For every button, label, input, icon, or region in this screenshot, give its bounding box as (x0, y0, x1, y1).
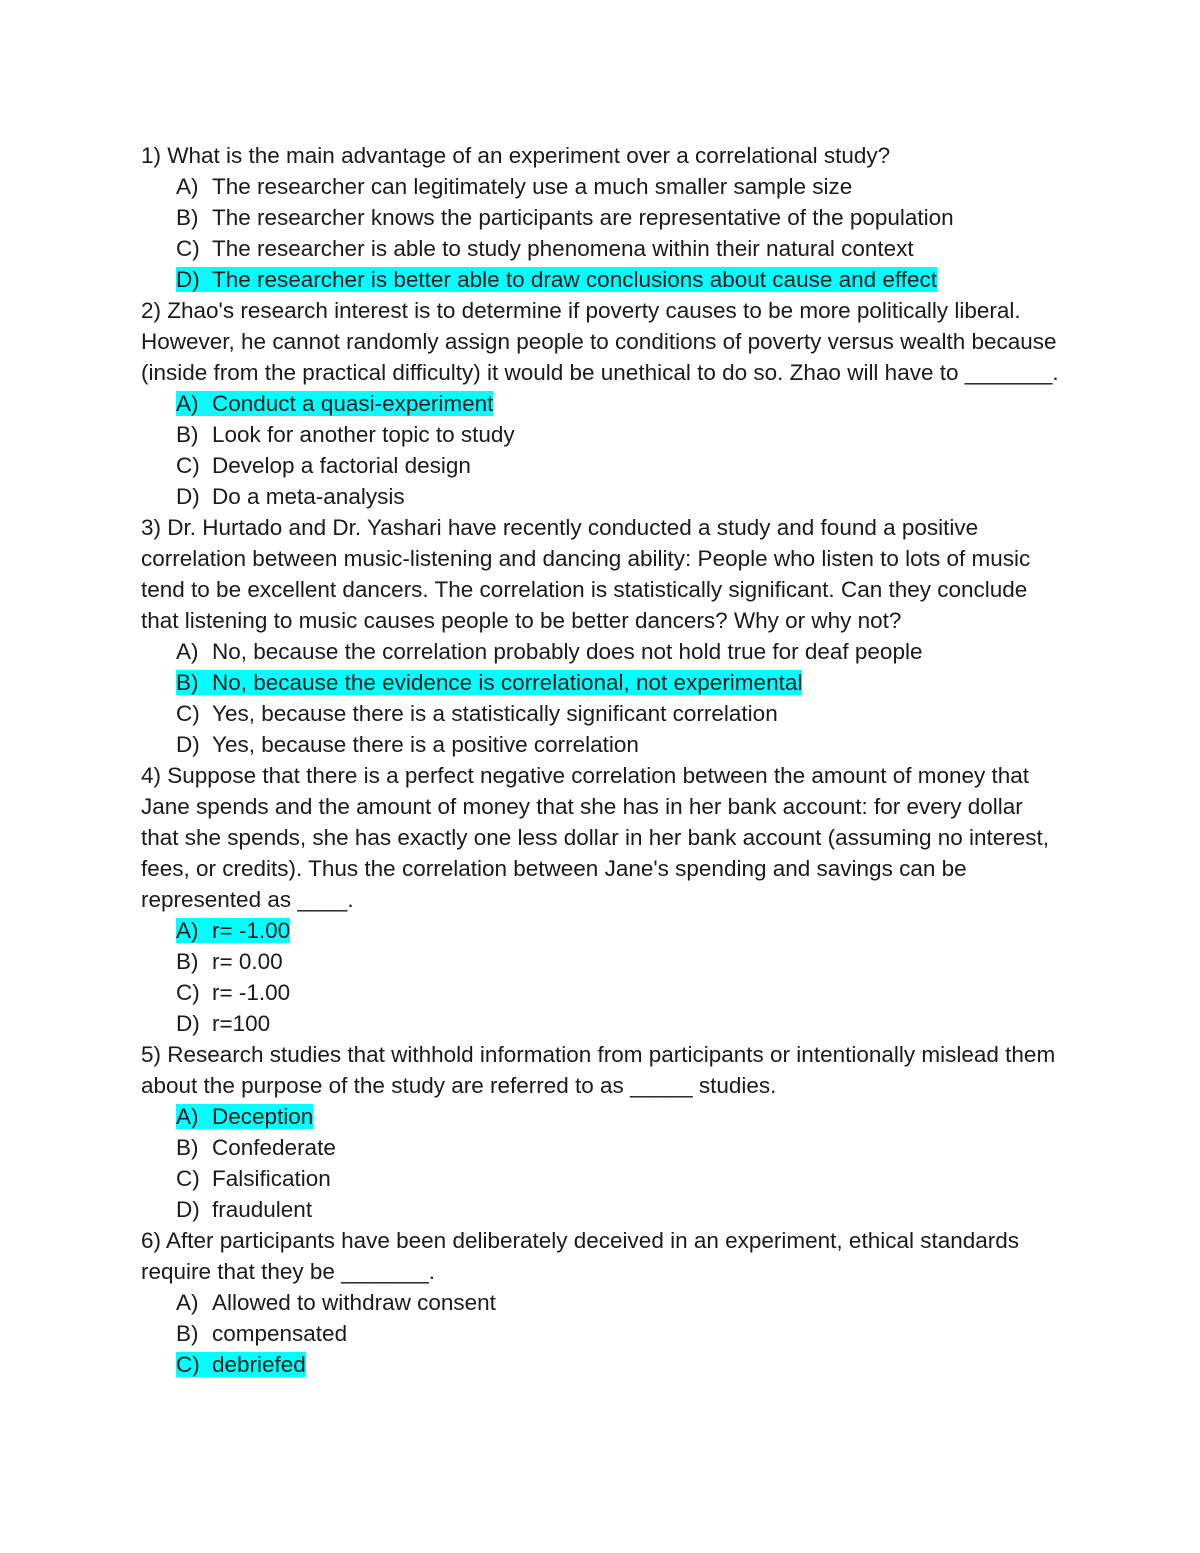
option-letter: A) (176, 639, 199, 664)
answer-option (141, 977, 1061, 1008)
option-text: Develop a factorial design (212, 453, 471, 478)
option-letter: D) (176, 1011, 200, 1036)
answer-option (141, 1132, 1061, 1163)
option-letter: A) (176, 391, 199, 416)
option-text: Yes, because there is a positive correlation (212, 732, 639, 757)
answer-option (141, 1287, 1061, 1318)
option-letter: B) (176, 670, 199, 695)
question-1 (141, 140, 1061, 295)
option-letter: C) (176, 236, 200, 261)
option-text: r= 0.00 (212, 949, 283, 974)
question-4 (141, 760, 1061, 1039)
question-5 (141, 1039, 1061, 1225)
answer-highlight (176, 670, 802, 695)
option-text: The researcher knows the participants are representative of the population (212, 205, 954, 230)
option-text: Falsification (212, 1166, 331, 1191)
option-letter: A) (176, 1290, 199, 1315)
answer-option (141, 419, 1061, 450)
option-letter: B) (176, 205, 199, 230)
option-text: compensated (212, 1321, 348, 1346)
option-text: The researcher is better able to draw conclusions about cause and effect (212, 267, 938, 292)
option-text: Do a meta-analysis (212, 484, 405, 509)
option-text: The researcher is able to study phenomena within their natural context (212, 236, 914, 261)
option-text: r= -1.00 (212, 918, 291, 943)
question-text: 3) Dr. Hurtado and Dr. Yashari have recently conducted a study and found a positive correlation between music-listening and dancing ability: People who listen to lots of music tend to be excellent dancers. The correlation is statistically significant. Can they conclude that listening to music causes people to be better dancers? Why or why not? (141, 515, 1031, 633)
option-letter: D) (176, 484, 200, 509)
answer-highlight (176, 391, 493, 416)
answer-option (141, 1163, 1061, 1194)
option-text: Yes, because there is a statistically significant correlation (212, 701, 778, 726)
answer-option (141, 1318, 1061, 1349)
option-letter: D) (176, 1197, 200, 1222)
answer-options (141, 388, 1061, 512)
option-letter: B) (176, 1321, 199, 1346)
option-text: The researcher can legitimately use a much smaller sample size (212, 174, 853, 199)
option-letter: C) (176, 453, 200, 478)
option-letter: D) (176, 732, 200, 757)
answer-option-correct (141, 915, 1061, 946)
question-list (141, 140, 1061, 1380)
answer-option (141, 636, 1061, 667)
answer-options (141, 915, 1061, 1039)
option-text: Confederate (212, 1135, 336, 1160)
option-letter: A) (176, 918, 199, 943)
answer-option (141, 171, 1061, 202)
answer-highlight (176, 1104, 313, 1129)
option-text: r= -1.00 (212, 980, 291, 1005)
option-letter: B) (176, 1135, 199, 1160)
option-letter: C) (176, 980, 200, 1005)
answer-options (141, 636, 1061, 760)
answer-option-correct (141, 1349, 1061, 1380)
answer-option (141, 233, 1061, 264)
answer-highlight (176, 918, 290, 943)
option-letter: D) (176, 267, 200, 292)
answer-option (141, 1008, 1061, 1039)
answer-option (141, 1194, 1061, 1225)
answer-options (141, 171, 1061, 295)
question-text: 6) After participants have been deliberately deceived in an experiment, ethical standards require that they be _______. (141, 1228, 1020, 1284)
answer-option (141, 202, 1061, 233)
answer-option (141, 946, 1061, 977)
option-text: Look for another topic to study (212, 422, 515, 447)
option-letter: B) (176, 422, 199, 447)
answer-option-correct (141, 667, 1061, 698)
question-text: 1) What is the main advantage of an experiment over a correlational study? (141, 143, 891, 168)
option-letter: B) (176, 949, 199, 974)
question-text: 5) Research studies that withhold information from participants or intentionally mislead them about the purpose of the study are referred to as _____ studies. (141, 1042, 1056, 1098)
option-letter: C) (176, 701, 200, 726)
answer-highlight (176, 267, 937, 292)
option-letter: A) (176, 174, 199, 199)
option-text: r=100 (212, 1011, 271, 1036)
answer-option (141, 481, 1061, 512)
option-letter: C) (176, 1352, 200, 1377)
question-3 (141, 512, 1061, 760)
answer-option (141, 729, 1061, 760)
option-text: Conduct a quasi-experiment (212, 391, 494, 416)
option-text: Deception (212, 1104, 314, 1129)
question-text: 2) Zhao's research interest is to determine if poverty causes to be more politically liberal. However, he cannot randomly assign people to conditions of poverty versus wealth because (inside from the practical difficulty) it would be unethical to do so. Zhao will have to _______. (141, 298, 1059, 385)
answer-options (141, 1287, 1061, 1380)
option-letter: C) (176, 1166, 200, 1191)
answer-options (141, 1101, 1061, 1225)
question-2 (141, 295, 1061, 512)
answer-highlight (176, 1352, 306, 1377)
option-text: fraudulent (212, 1197, 313, 1222)
question-6 (141, 1225, 1061, 1380)
option-letter: A) (176, 1104, 199, 1129)
answer-option-correct (141, 1101, 1061, 1132)
option-text: No, because the evidence is correlational, not experimental (212, 670, 803, 695)
answer-option (141, 450, 1061, 481)
option-text: Allowed to withdraw consent (212, 1290, 496, 1315)
answer-option-correct (141, 388, 1061, 419)
answer-option (141, 698, 1061, 729)
answer-option-correct (141, 264, 1061, 295)
option-text: No, because the correlation probably does not hold true for deaf people (212, 639, 923, 664)
question-text: 4) Suppose that there is a perfect negative correlation between the amount of money that Jane spends and the amount of money that she has in her bank account: for every dollar that she spends, she has exactly one less dollar in her bank account (assuming no interest, fees, or credits). Thus the correlation between Jane's spending and savings can be represented as ____. (141, 763, 1050, 912)
option-text: debriefed (212, 1352, 306, 1377)
